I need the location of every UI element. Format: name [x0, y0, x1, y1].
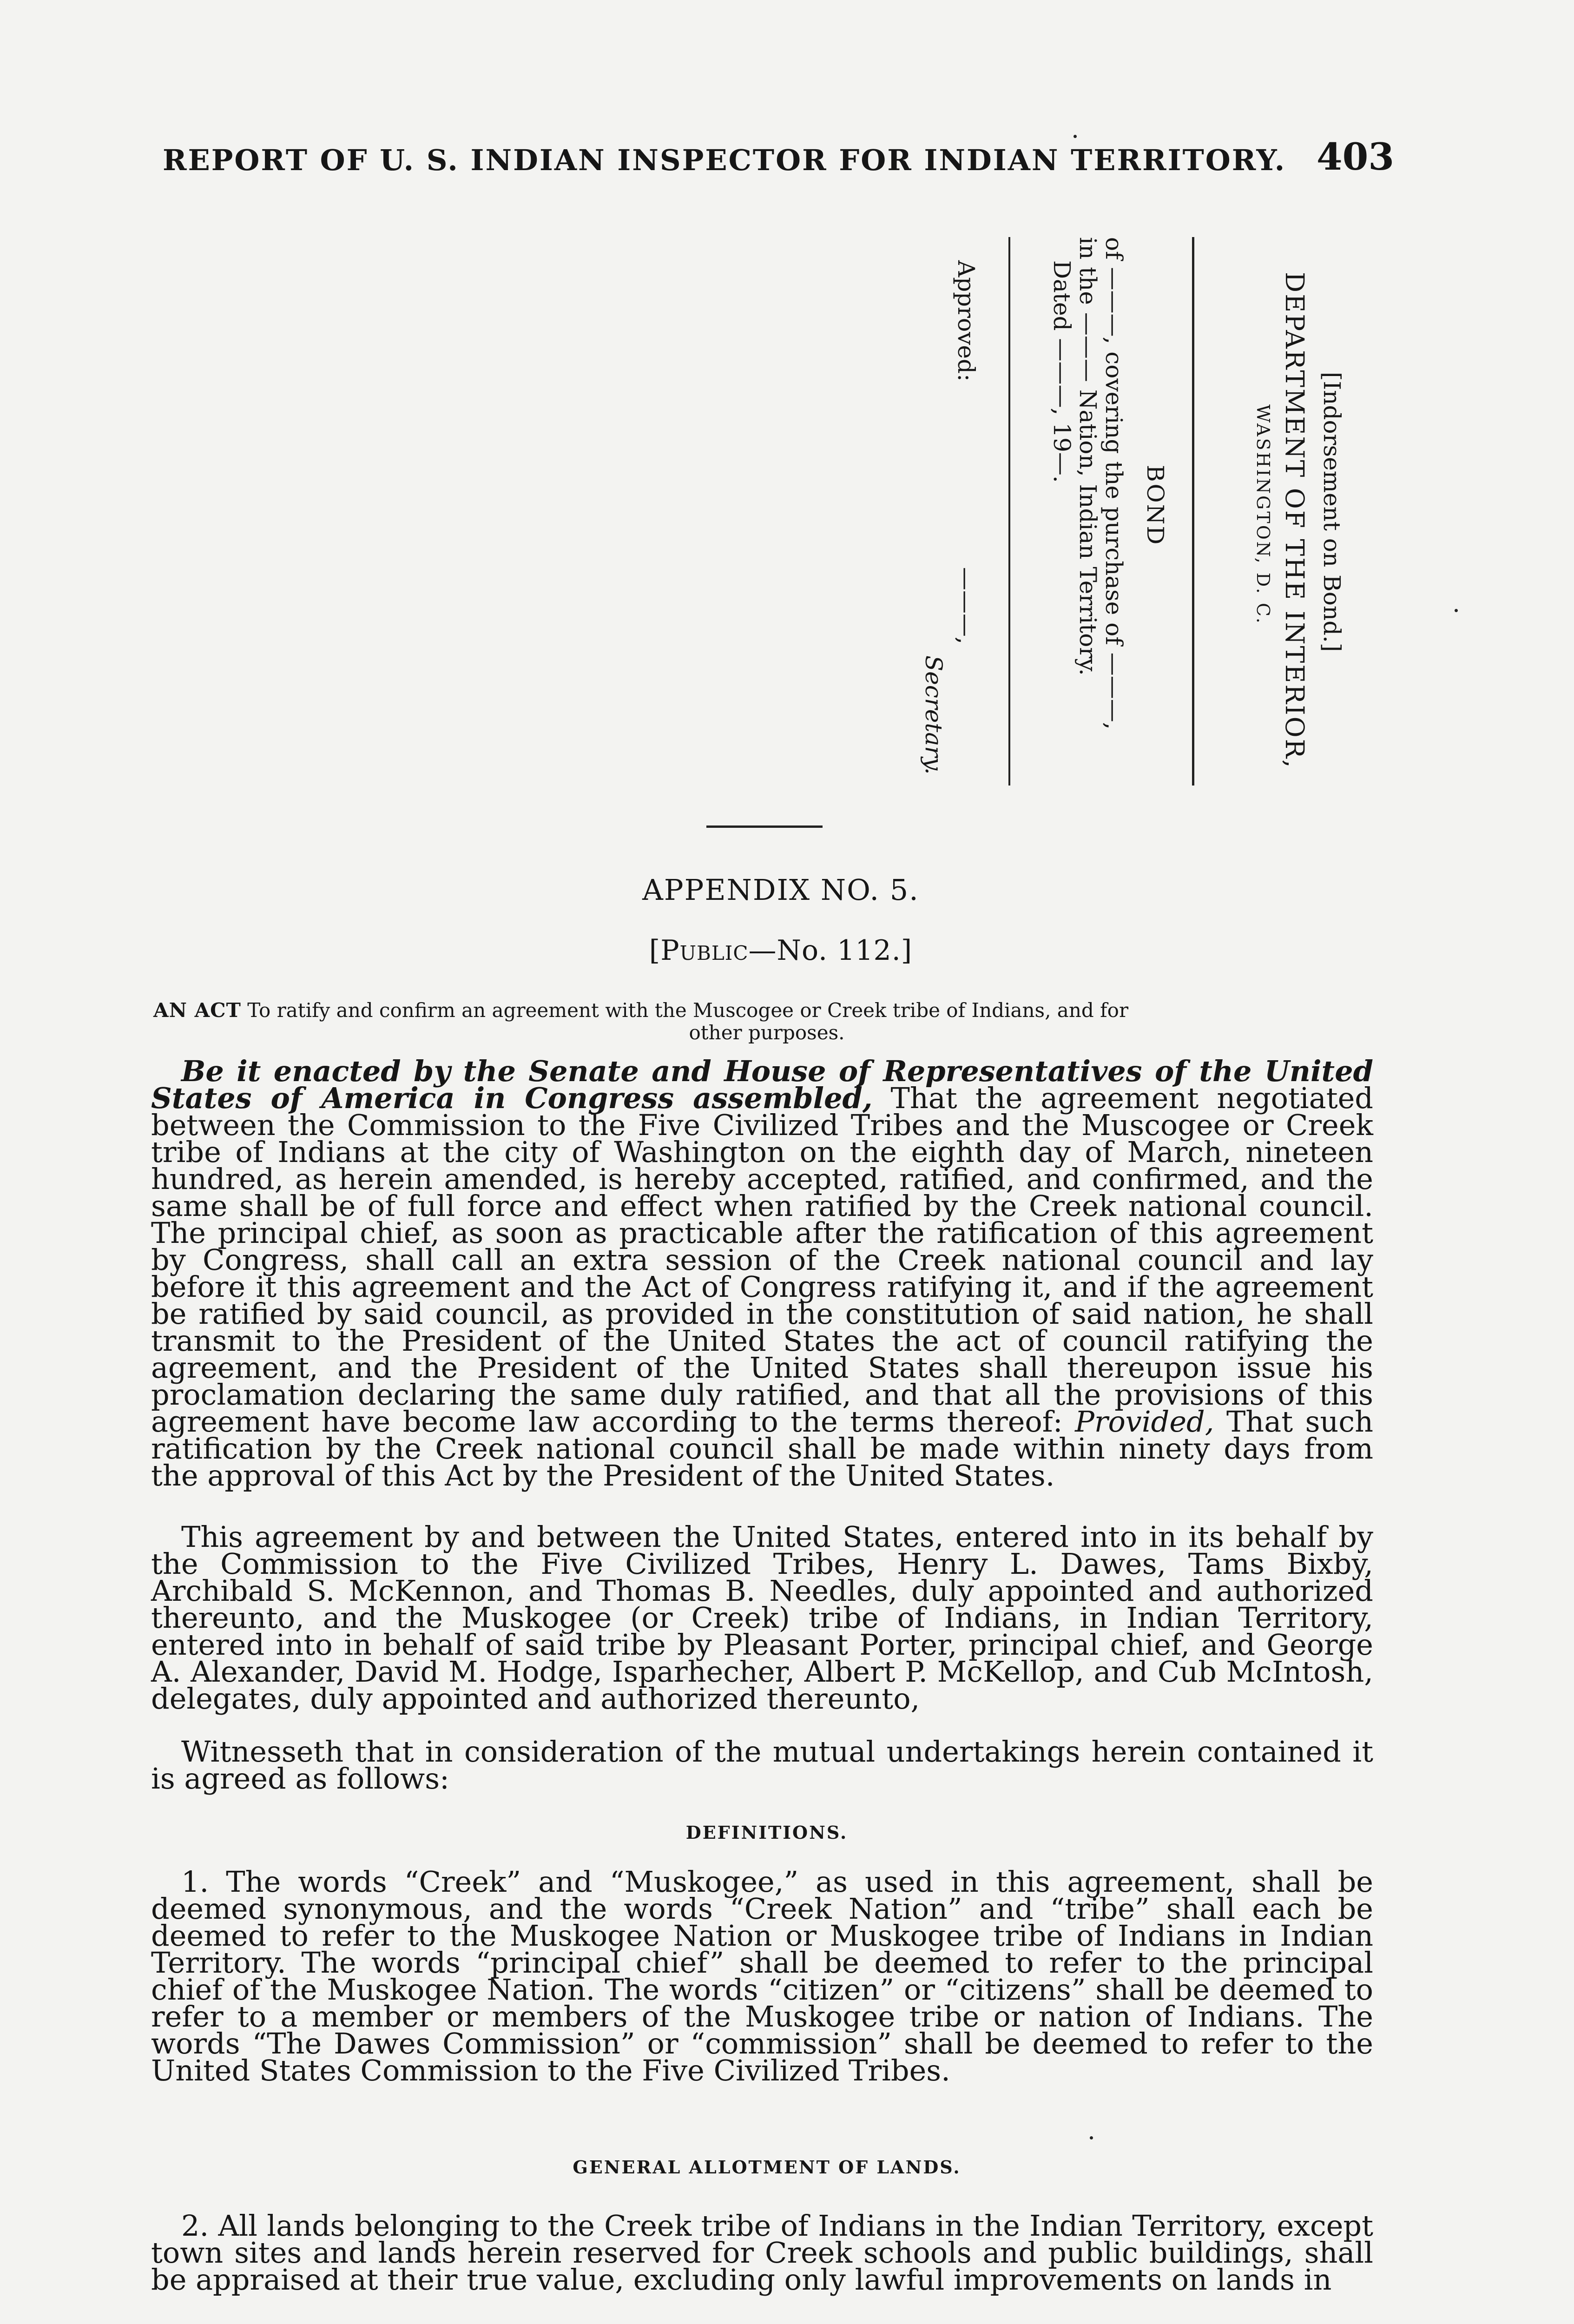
separator-rule: [706, 825, 823, 828]
scan-speck: [1455, 609, 1458, 612]
scan-speck: [1073, 135, 1077, 138]
public-label: Public: [660, 934, 749, 967]
act-title-first: To ratify and confirm an agreement with the Muscogee or Creek tribe of Indians, and for: [241, 999, 1129, 1022]
appendix-heading: APPENDIX NO. 5.: [642, 873, 919, 907]
enacting-body: That the agreement negotiated between the Commission to the Five Civilized Tribes and the Muscogee or Creek tribe of Indians at the city of Washington on the eighth day of March, nineteen hundred, as herein amended, is hereby accepted, ratified, and confirmed, and the same shall be of full force and effect when ratified by the Creek national council. The principal chief, as soon as practicable after the ratification of this agreement by Congress, shall call an extra session of the Creek national council and lay before it this agreement and the Act of Congress ratifying it, and if the agreement be ratified by said council, as provided in the constitution of said nation, he shall transmit to the President of the United States the act of council ratifying the agreement, and the President of the United States shall thereupon issue his proclamation declaring the same duly ratified, and that all the provisions of this agreement have become law according to the terms thereof:: [151, 1081, 1373, 1439]
bond-line-1: of ———, covering the purchase of ———,: [1100, 237, 1127, 730]
parties-text: This agreement by and between the United States, entered into in its behalf by the Commission to the Five Civilized Tribes, Henry L. Dawes, Tams Bixby, Archibald S. McKennon, and Thomas B. Needles, duly appointed and authorized thereunto, and the Muskogee (or Creek) tribe of Indians, in Indian Territory, entered into in behalf of said tribe by Pleasant Porter, principal chief, and George A. Alexander, David M. Hodge, Isparhecher, Albert P. McKellop, and Cub McIntosh, delegates, duly appointed and authorized thereunto,: [151, 1520, 1373, 1716]
enacting-clause: Be it enacted by the Senate and House of Representatives of the United States of America in Congress assembled,: [151, 1054, 1373, 1115]
definitions-paragraph: [151, 1865, 1373, 2087]
bond-label: BOND: [1142, 465, 1169, 546]
public-law-number: [153, 934, 1408, 967]
provided-label: Provided,: [1075, 1405, 1214, 1439]
allotment-text: 2. All lands belonging to the Creek tribe of Indians in the Indian Territory, except town sites and lands herein reserved for Creek schools and public buildings, shall be appraised at their true value, excluding only lawful improvements on lands in: [151, 2209, 1373, 2297]
endorsement-rule-right: [1192, 237, 1194, 786]
scan-speck: [1090, 2136, 1093, 2139]
definitions-text: 1. The words “Creek” and “Muskogee,” as used in this agreement, shall be deemed synonymous, and the words “Creek Nation” and “tribe” shall each be deemed to refer to the Muskogee Nation or Muskogee tribe of Indians in Indian Territory. The words “principal chief” shall be deemed to refer to the principal chief of the Muskogee Nation. The words “citizen” or “citizens” shall be deemed to refer to a member or members of the Muskogee tribe or nation of Indians. The words “The Dawes Commission” or “commission” shall be deemed to refer to the United States Commission to the Five Civilized Tribes.: [151, 1865, 1373, 2087]
public-bracket-open: [: [649, 934, 661, 967]
running-header: [163, 135, 1394, 186]
act-title-rest: other purposes.: [689, 1021, 845, 1044]
parties-paragraph: [151, 1520, 1373, 1716]
endorsement-note: [Indorsement on Bond.]: [1318, 372, 1345, 652]
running-header-title: REPORT OF U. S. INDIAN INSPECTOR FOR INDIAN TERRITORY.: [163, 143, 1286, 177]
witnesseth-paragraph: [151, 1735, 1373, 1796]
witnesseth-text: Witnesseth that in consideration of the mutual undertakings herein contained it is agreed as follows:: [151, 1735, 1373, 1796]
department-heading: DEPARTMENT OF THE INTERIOR,: [1280, 272, 1310, 769]
endorsement-rule-left: [1008, 237, 1010, 786]
bond-line-3: Dated ———, 19—.: [1048, 260, 1075, 483]
enacting-proviso: That such ratification by the Creek national council shall be made within ninety days from the approval of this Act by the President of the United States.: [151, 1405, 1374, 1492]
allotment-heading: GENERAL ALLOTMENT OF LANDS.: [573, 2157, 961, 2178]
approved-label: Approved:: [953, 260, 980, 382]
signature-blank: ———,: [953, 567, 980, 644]
bond-line-2: in the ——— Nation, Indian Territory.: [1074, 237, 1101, 676]
secretary-label: Secretary.: [920, 655, 947, 775]
page-number: 403: [1317, 135, 1394, 178]
act-lead: AN ACT: [153, 999, 241, 1022]
public-number: —No. 112.]: [748, 934, 913, 967]
department-location: WASHINGTON, D. C.: [1253, 404, 1273, 625]
definitions-heading: DEFINITIONS.: [685, 1822, 848, 1843]
allotment-paragraph: [151, 2209, 1373, 2297]
act-title: [153, 999, 1380, 1044]
enacting-paragraph: [151, 1054, 1374, 1492]
bond-endorsement: [725, 223, 1348, 804]
